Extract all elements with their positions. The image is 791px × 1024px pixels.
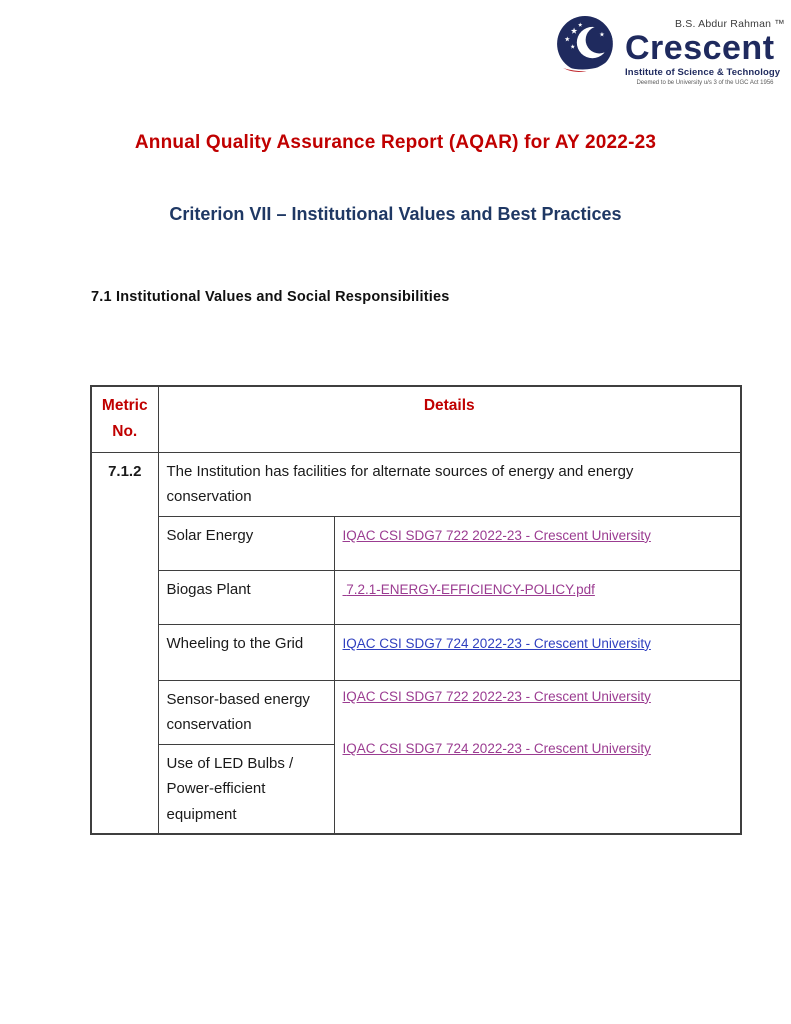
wheeling-to-grid-link[interactable]: IQAC CSI SDG7 724 2022-23 - Crescent University [342, 635, 651, 651]
details-header: Details [158, 386, 741, 452]
logo-wordmark: Crescent [625, 29, 775, 67]
institution-logo [553, 12, 787, 86]
metric-description: The Institution has facilities for alternate sources of energy and energy conservation [166, 462, 634, 506]
logo-trademark-text: B.S. Abdur Rahman ™ [674, 18, 785, 30]
facility-label: Sensor-based energy conservation [158, 680, 334, 744]
led-bulbs-link[interactable]: IQAC CSI SDG7 724 2022-23 - Crescent University [342, 741, 651, 757]
logo-tagline: Deemed to be University u/s 3 of the UGC Act 1956 [636, 80, 774, 86]
solar-energy-link[interactable]: IQAC CSI SDG7 722 2022-23 - Crescent University [342, 527, 651, 543]
crescent-moon-stars-icon [553, 12, 621, 84]
metric-no-header: Metric No. [91, 386, 158, 452]
section-heading: 7.1 Institutional Values and Social Responsibilities [91, 289, 450, 305]
metric-description-cell [158, 452, 741, 516]
facility-label: Use of LED Bulbs / Power-efficient equipment [158, 744, 334, 834]
report-title: Annual Quality Assurance Report (AQAR) for AY 2022-23 [134, 132, 657, 153]
table-row [91, 516, 741, 570]
facility-label: Wheeling to the Grid [158, 624, 334, 680]
metric-details-table [90, 385, 742, 835]
facility-link-cell [334, 570, 741, 624]
facility-link-cell [334, 680, 741, 834]
table-row [91, 452, 741, 516]
table-header-row [91, 386, 741, 452]
biogas-plant-link[interactable]: 7.2.1-ENERGY-EFFICIENCY-POLICY.pdf [342, 581, 595, 597]
facility-link-cell [334, 516, 741, 570]
facility-link-cell [334, 624, 741, 680]
facility-label: Solar Energy [158, 516, 334, 570]
table-row [91, 570, 741, 624]
table-row [91, 680, 741, 744]
table-row [91, 624, 741, 680]
criterion-title: Criterion VII – Institutional Values and Best Practices [169, 204, 622, 224]
logo-subtitle: Institute of Science & Technology [625, 67, 781, 78]
metric-number: 7.1.2 [91, 452, 158, 834]
facility-label: Biogas Plant [158, 570, 334, 624]
sensor-energy-link[interactable]: IQAC CSI SDG7 722 2022-23 - Crescent University [342, 688, 651, 704]
